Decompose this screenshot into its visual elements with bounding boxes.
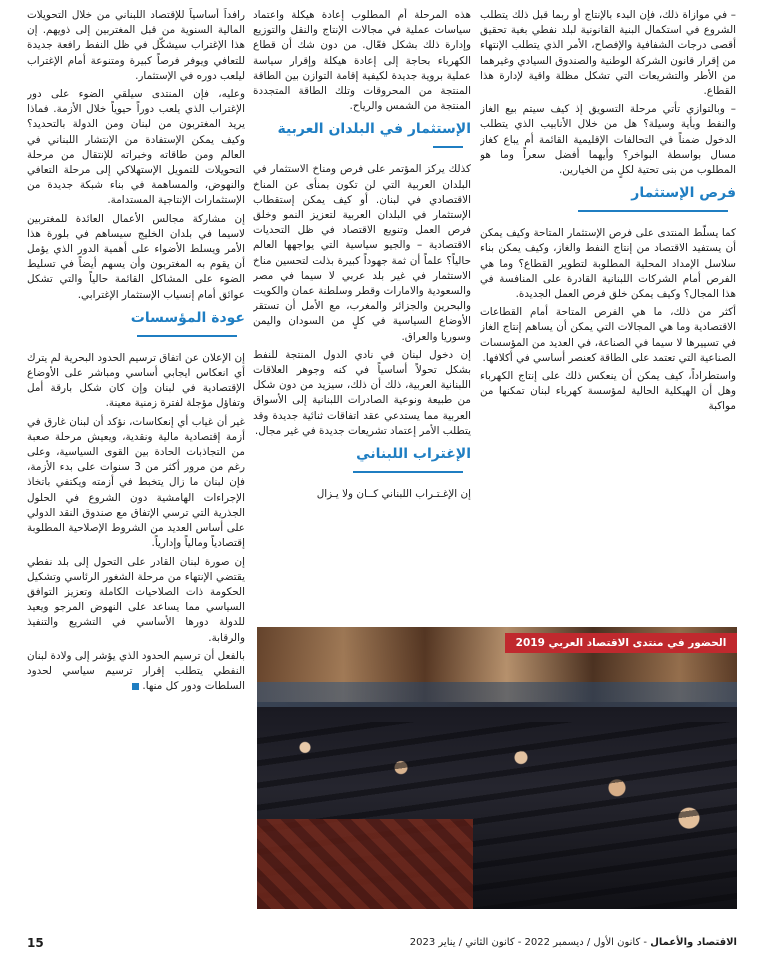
paragraph: أكثر من ذلك، ما هي الفرص المتاحة أمام القطاعات الاقتصادية وما هي المجالات التي يمكن أن يساهم إنتاج الغاز في تسييرها لا سيما في الصناعة، في العديد من المؤسسات الصناعية التي تعتمد على الطاقة كعنصر أساسي في أكلافها. [480,306,736,364]
section-heading [253,445,471,481]
photo-carpet [257,819,473,909]
end-mark-icon [132,683,139,690]
page-footer [27,933,737,953]
paragraph [27,649,245,695]
heading-rule [353,471,463,473]
section-heading-text: عودة المؤسسات [130,309,245,326]
paragraph: هذه المرحلة أم المطلوب إعادة هيكلة واعتماد سياسات عملية في مجالات الإنتاج والنقل والتوزيع وإدارة ذلك بشكل فعّال. من دون شك أن قطاع الكهرباء بحاجة إلى إعادة هيكلة وإقرار سياسة عملية بروية جديدة لكيفية إقامة التوازن بين الطاقة المنتجة من المحروقات وتلك الطاقة المتجددة المنتجة من الشمس والرياح. [253,9,471,113]
paragraph: رافداً أساسياً للإقتصاد اللبناني من خلال التحويلات المالية السنوية من قبل المغتربين إلى ذويهم. إن هذا الإغتراب سيشكّل في ظل النفط رافعة جديدة للتعافي ويوفر فرصاً كبيرة ومتنوعة أمام الإغتراب ليلعب دوره في الإستثمار. [27,9,245,82]
paragraph: إن الإعلان عن اتفاق ترسيم الحدود البحرية لم يترك أي انعكاس ايجابي أساسي ومباشر على الأوضاع الإقتصادية في لبنان وإن كان شكل بارقة أمل وتفاؤل مؤجلة لفترة زمنية معينة. [27,351,245,410]
paragraph: إن مشاركة مجالس الأعمال العائدة للمغتربين لاسيما في بلدان الخليج سيساهم في بلورة هذا الأمر ويسلط الأضواء على أهمية الدور الذي يؤمل أن يقوم به المغتربون وأن يسهم أيضاً في تسليط الضوء على المشاكل القائمة حالياً والتي تشكل عوائق أمام إنسياب الإستثمار الإغترابي. [27,212,245,301]
heading-rule [137,335,237,337]
paragraph: – في موازاة ذلك، فإن البدء بالإنتاج أو ربما قبل ذلك يتطلب الشروع في استكمال البنية القانونية لبلد نفطي بغية تحقيق أقصى درجات الشفافية والإفصاح، الأمر الذي يتطلب الإنتهاء من إقرار قانون الشركة الوطنية والصندوق السيادي وغيرهما من الأطر والتشريعات التي تشكل مظلة واقية لإدارة هذا القطاع. [480,9,736,98]
paragraph: واستطراداً، كيف يمكن أن ينعكس ذلك على إنتاج الكهرباء وهل أن الهيكلية الحالية لمؤسسة كهرباء لبنان تمكنها من مواكبة [480,370,736,413]
photo-caption: الحضور في منتدى الاقتصاد العربي 2019 [505,633,737,653]
paragraph-text: بالفعل أن ترسيم الحدود الذي يؤشر إلى ولادة لبنان النفطي يتطلب إقرار ترسيم سياسي لحدود السلطات ودور كل منها. [27,649,245,693]
conference-photo [257,627,737,909]
page-number: 15 [27,936,44,950]
heading-rule [433,146,463,148]
heading-rule [578,210,728,212]
paragraph: غير أن غياب أي إنعكاسات، نؤكد أن لبنان غارق في أزمة إقتصادية مالية ونقدية، ويعيش مرحلة صعبة من التجاذبات الحادة بين القوى السياسية، وعلى رغم من مرور أكثر من 3 سنوات على بدء الأزمة، فإن لبنان ما زال يتخبط في أزمته ويكتفي باتخاذ الإجراءات الهامشية دون الشروع في الحلول الجذرية التي ترسي الإتفاق مع صندوق النقد الدولي على أساس العديد من الشروط الإصلاحية المطلوبة إقتصادياً ومالياً وإدارياً. [27,415,245,550]
section-heading-text: الإغتراب اللبناني [356,446,471,463]
article-column-middle [253,8,471,618]
paragraph: كذلك يركز المؤتمر على فرص ومناخ الاستثمار في البلدان العربية التي لن تكون بمنأى عن المناخ الاقتصادي في لبنان. أو كيف يمكن إستقطاب الإستثمار في البلدان العربية لتعزيز النمو وخلق فرص العمل وتنويع الاقتصاد في ظل التحديات الاقتصادية – والجيو سياسية التي يواجهها العالم حالياً؟ علماً أن ثمة جهوداً كبيرة بذلت لتحسين مناخ الاستثمار في غير بلد عربي لا سيما في مصر والسعودية والامارات وقطر وسلطنة عمان والكويت والبحرين والجزائر والمغرب، مع الأمل أن تستقر الأوضاع السياسية في كلٍ من السودان واليمن وسوريا والعراق. [253,163,471,343]
magazine-name: الاقتصاد والأعمال [650,937,737,948]
paragraph: وعليه، فإن المنتدى سيلقي الضوء على دور الإغتراب الذي يلعب دوراً حيوياً خلال الأزمة. فماذا يريد المغتربون من لبنان ومن الدولة بالتحديد؟ وكيف يمكن الإستفادة من الإنتشار اللبناني في العالم ومن طاقاته وخبراته للإنتقال من مرحلة التحويلات للتمويل الإستهلاكي إلى مرحلة التعافي والنهوض، والمساهمة في بناء شبكة جديدة من الإستثمارات الإنتاجية المستدامة. [27,88,245,207]
article-column-right [480,8,736,618]
section-heading [480,184,736,220]
paragraph: كما يسلّط المنتدى على فرص الإستثمار المتاحة وكيف يمكن أن يستفيد الاقتصاد من إنتاج النفط والغاز، وكيف يمكن بناء سلاسل الإمداد المحلية المطلوبة لتطوير القطاع؟ وما هي الفرص أمام الشركات اللبنانية القادرة على المنافسة في هذا المجال؟ وكيف يمكن خلق فرص العمل الجديدة. [480,227,736,301]
publication-info [410,933,737,953]
section-heading [253,120,471,156]
section-heading-text: الإستثمار في البلدان العربية [277,121,471,138]
section-heading-text: فرص الإستثمار [631,185,736,202]
issue-date: - كانون الأول / ديسمبر 2022 - كانون الثاني / يناير 2023 [409,937,651,948]
paragraph: إن صورة لبنان القادر على التحول إلى بلد نفطي يقتضي الإنتهاء من مرحلة الشغور الرئاسي وتشكيل الحكومة ذات الصلاحيات الكاملة وتعزيز التوافق السياسي مما يساعد على النهوض المرجو ويعيد للدولة دورها الأساسي في التشريع والتنفيذ والرقابة. [27,555,245,644]
paragraph: إن الإغـتـراب اللبناني كــان ولا يـزال [316,488,471,501]
article-column-left [27,8,245,908]
section-heading [27,309,245,345]
paragraph: إن دخول لبنان في نادي الدول المنتجة للنفط بشكل تحولاً أساسياً في كنه وجوهر العلاقات اللبنانية العربية، ذلك أن ذلك، سيزيد من دون شكل من طبيعة ونوعية الصادرات اللبنانية إلى الأسواق العربية مما يستدعي عقد اتفاقات ثنائية جديدة وقد يتطلب الأمر إعتماد تشريعات جديدة في غير مجال. [253,348,471,437]
paragraph: – وبالتوازي تأتي مرحلة التسويق إذ كيف سيتم بيع الغاز والنفط وبأية وسيلة؟ هل من خلال الأنابيب الذي يتطلب الدخول ضمناً في التحالفات الإقليمية القائمة أم يباع كغاز مسال بواسطة البواخر؟ وأيهما أفضل سعراً وما هو المطلوب من بنى تحتية لكلٍ من الخيارين. [480,103,736,177]
